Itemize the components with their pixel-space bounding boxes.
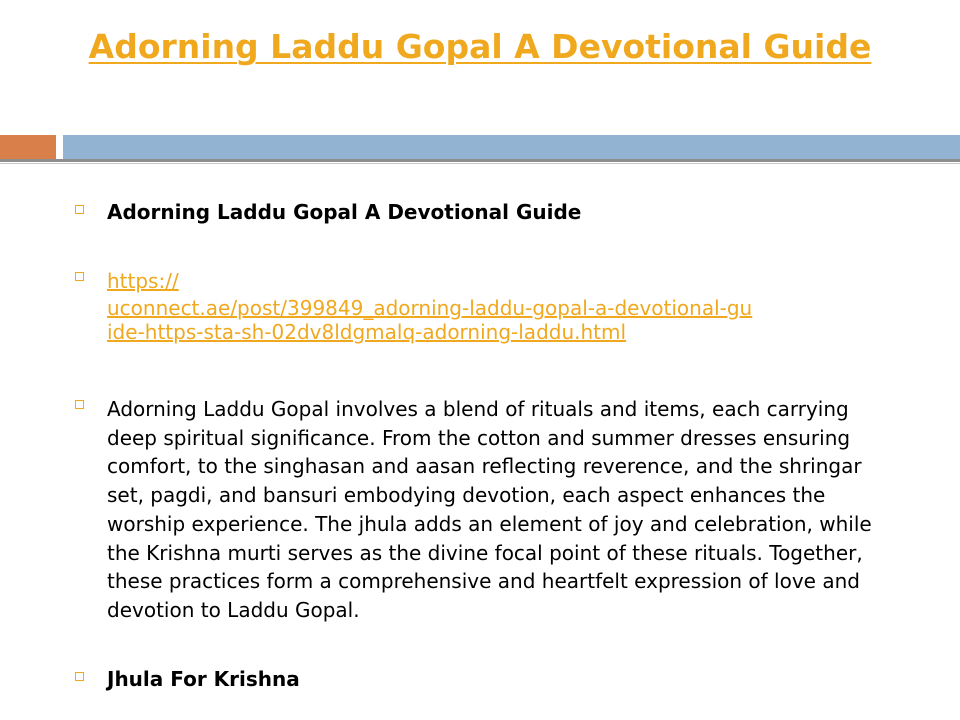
square-bullet-icon	[75, 400, 84, 409]
bullet-item-link[interactable]	[75, 267, 895, 344]
header-accent-bar-blue	[63, 135, 960, 159]
post-link-line-3[interactable]: ide-https-sta-sh-02dv8ldgmalq-adorning-laddu.html	[107, 320, 627, 344]
header-rule-light	[0, 163, 960, 164]
bullet-heading-text: Adorning Laddu Gopal A Devotional Guide	[107, 200, 582, 224]
square-bullet-icon	[75, 272, 84, 281]
bullet-item-heading	[75, 200, 895, 224]
bullet-paragraph-text: Adorning Laddu Gopal involves a blend of rituals and items, each carrying deep spiritual significance. From the cotton and summer dresses ensuring comfort, to the singhasan and aasan reflecting reverence, and the shringar set, pagdi, and bansuri embodying devotion, each aspect enhances the worship experience. The jhula adds an element of joy and celebration, while the Krishna murti serves as the divine focal point of these rituals. Together, these practices form a comprehensive and heartfelt expression of love and devotion to Laddu Gopal.	[107, 397, 872, 622]
post-link-line-1[interactable]: https://	[107, 269, 179, 293]
post-link-line-2[interactable]: uconnect.ae/post/399849_adorning-laddu-gopal-a-devotional-gu	[107, 296, 753, 320]
slide-title[interactable]	[60, 26, 900, 67]
post-link[interactable]	[107, 267, 895, 344]
bullet-list	[75, 200, 895, 691]
slide-title-link[interactable]: Adorning Laddu Gopal A Devotional Guide	[88, 27, 872, 66]
header-rule-dark	[0, 159, 960, 162]
bullet-next-text[interactable]: Jhula For Krishna	[107, 666, 300, 691]
header-accent-bar-orange	[0, 135, 56, 159]
bullet-item-next[interactable]	[75, 667, 895, 691]
square-bullet-icon	[75, 672, 84, 681]
bullet-item-paragraph	[75, 395, 895, 625]
square-bullet-icon	[75, 205, 84, 214]
